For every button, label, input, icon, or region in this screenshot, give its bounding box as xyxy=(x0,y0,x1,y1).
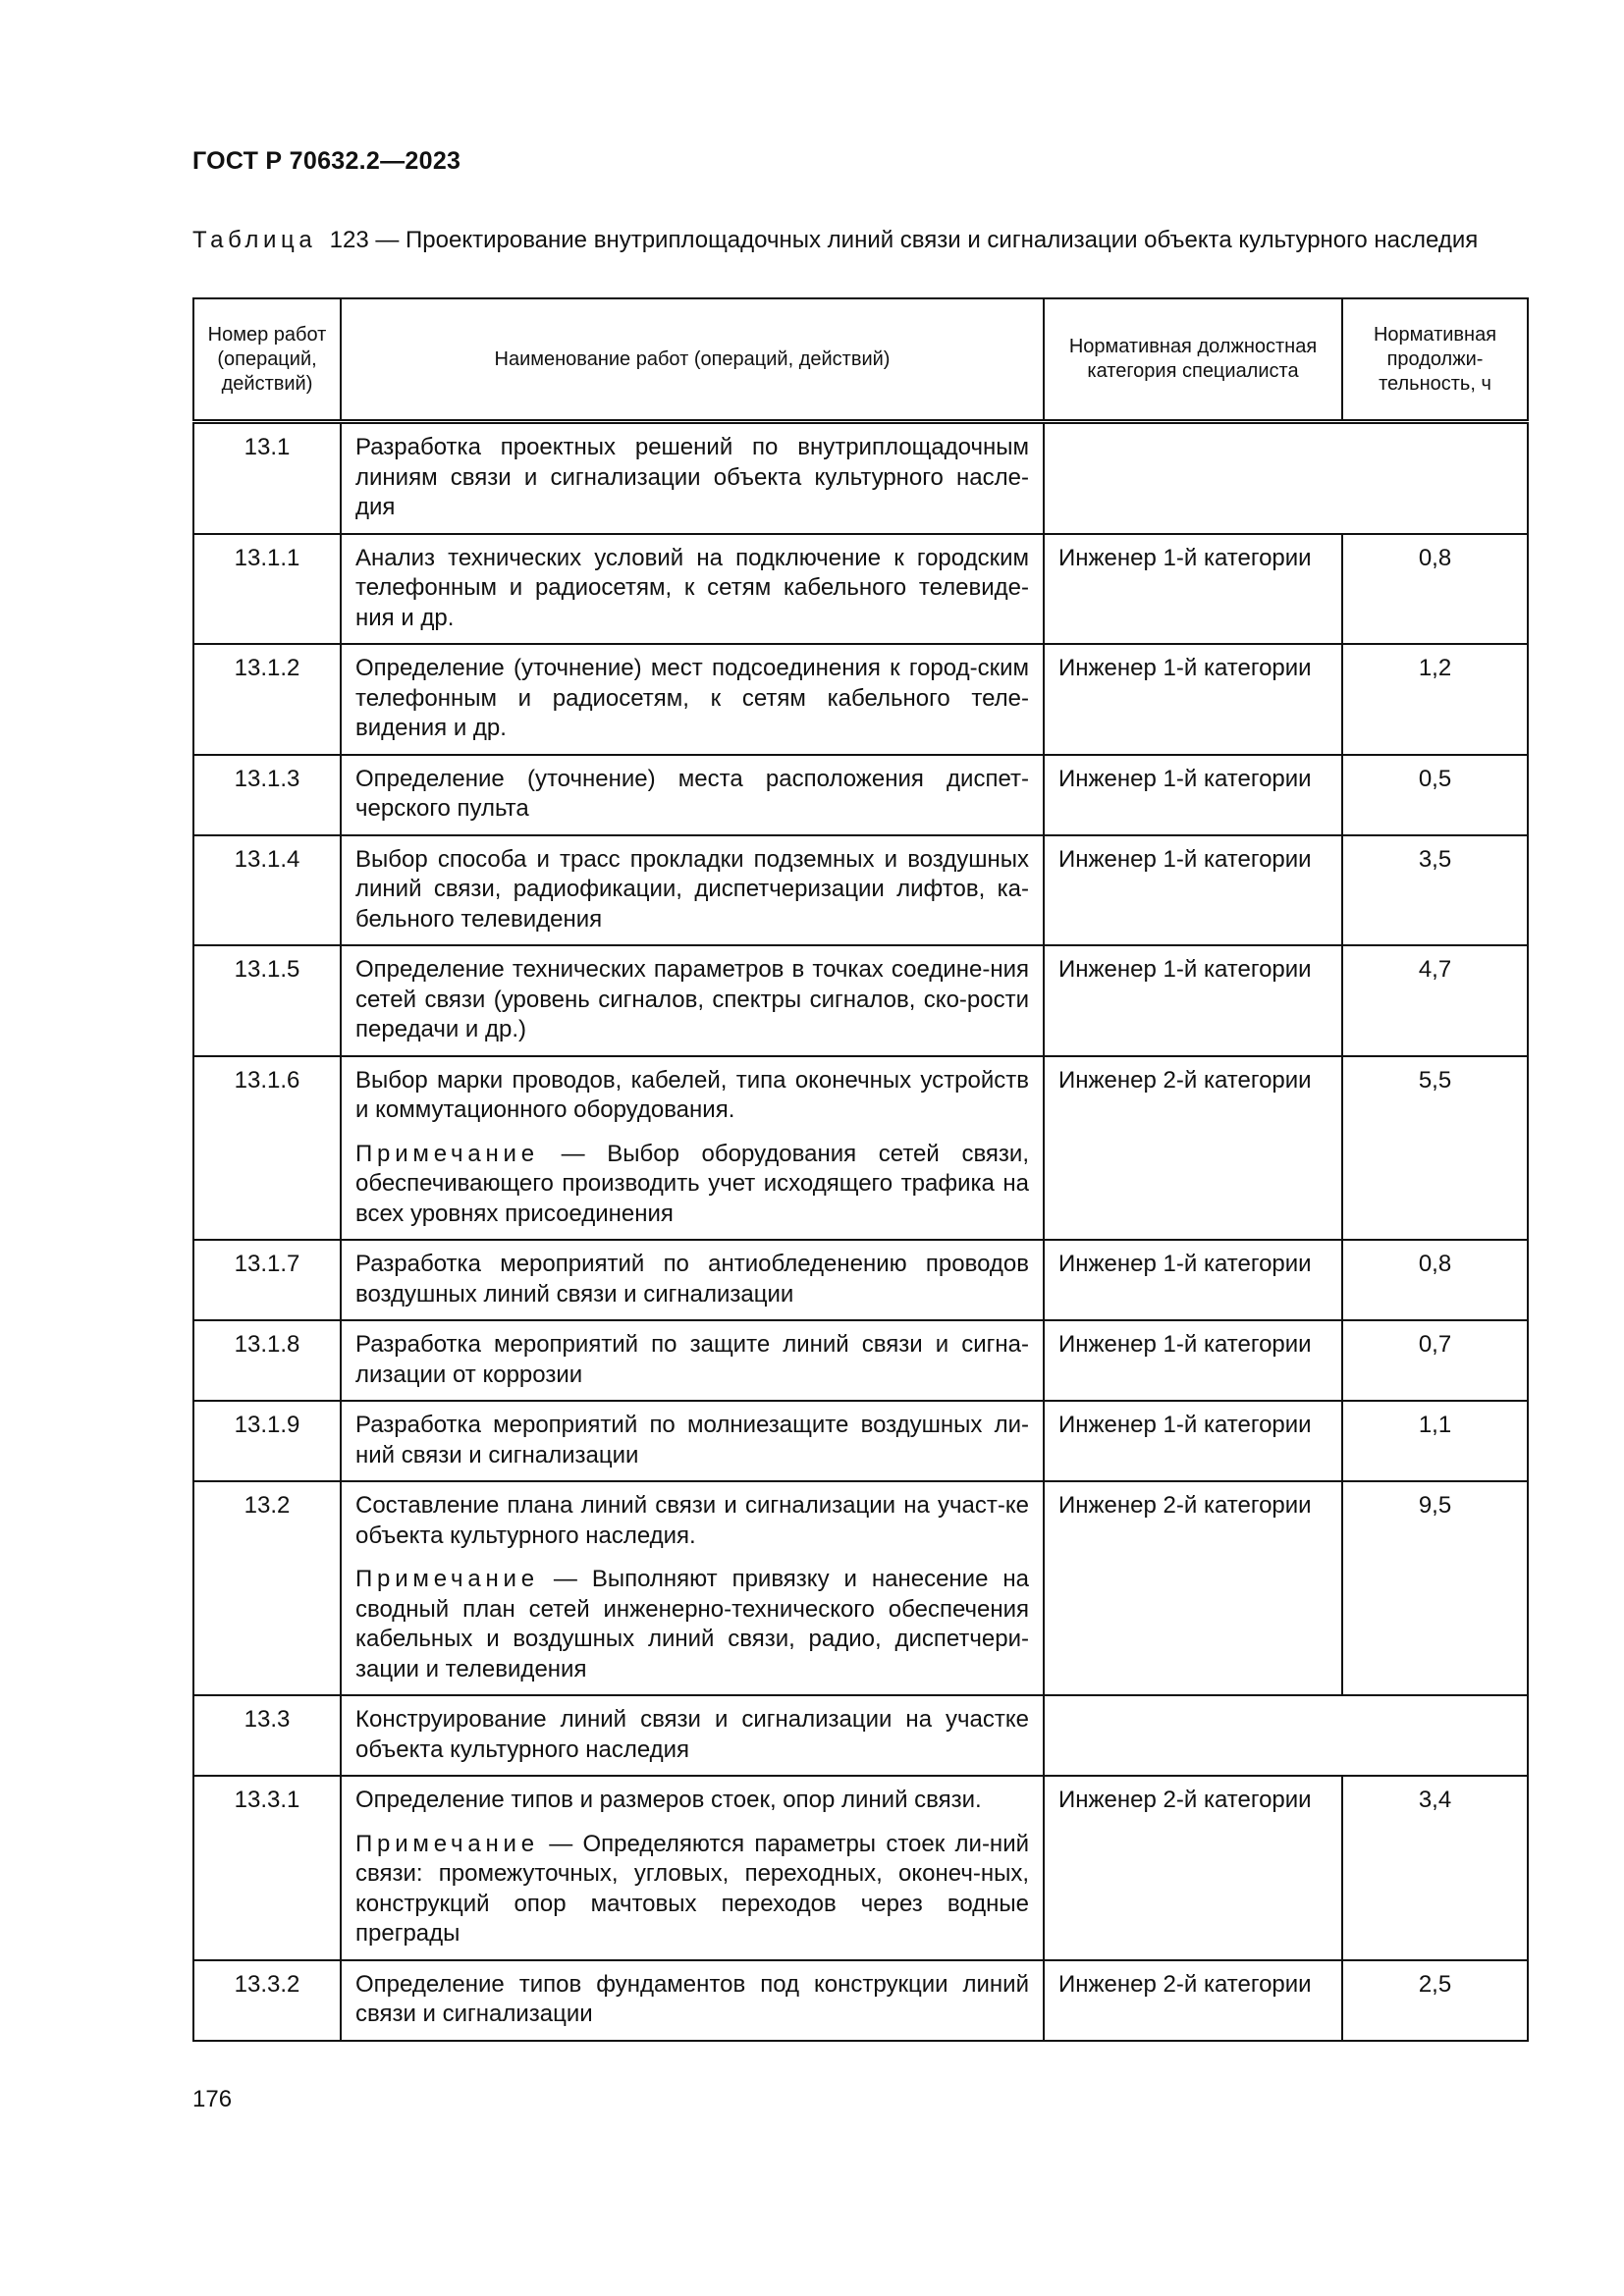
work-name-text: Разработка мероприятий по антиобледенению проводов воздушных линий связи и сигнализации xyxy=(355,1251,1029,1308)
document-header: ГОСТ Р 70632.2—2023 xyxy=(192,147,461,175)
note-label: Примечание xyxy=(355,1566,539,1592)
work-name-text: Конструирование линий связи и сигнализации на участке объекта культурного наследия xyxy=(355,1706,1029,1763)
specialist-category-cell: Инженер 1-й категории xyxy=(1044,835,1342,946)
table-row xyxy=(193,422,1528,534)
work-name-text: Разработка мероприятий по молниезащите воздушных ли-ний связи и сигнализации xyxy=(355,1412,1029,1468)
work-name-text: Разработка мероприятий по защите линий связи и сигна-лизации от коррозии xyxy=(355,1331,1029,1388)
table-row xyxy=(193,755,1528,835)
work-name-text: Определение типов и размеров стоек, опор линий связи. xyxy=(355,1787,982,1813)
work-name-cell xyxy=(341,1320,1044,1401)
duration-cell: 4,7 xyxy=(1342,945,1528,1056)
work-name-cell xyxy=(341,835,1044,946)
works-table xyxy=(192,297,1529,2042)
work-number-cell: 13.1.2 xyxy=(193,644,341,755)
work-number-cell: 13.1.9 xyxy=(193,1401,341,1481)
header-duration: Нормативная продолжи-тельность, ч xyxy=(1342,298,1528,422)
table-row xyxy=(193,945,1528,1056)
duration-cell: 9,5 xyxy=(1342,1481,1528,1695)
note-text: — Выбор оборудования сетей связи, обеспечивающего производить учет исходящего трафика на всех уровнях присоединения xyxy=(355,1140,1029,1227)
note-text: — Выполняют привязку и нанесение на сводный план сетей инженерно-технического обеспечения кабельных и воздушных линий связи, радио, диспетчери-зации и телевидения xyxy=(355,1566,1029,1682)
specialist-category-cell: Инженер 1-й категории xyxy=(1044,945,1342,1056)
work-number-cell: 13.2 xyxy=(193,1481,341,1695)
specialist-category-cell: Инженер 1-й категории xyxy=(1044,1320,1342,1401)
table-row xyxy=(193,534,1528,645)
work-number-cell: 13.1.4 xyxy=(193,835,341,946)
work-name-text: Выбор способа и трасс прокладки подземных и воздушных линий связи, радиофикации, диспетчеризации лифтов, ка-бельного телевидения xyxy=(355,845,1029,933)
work-name-cell xyxy=(341,1960,1044,2041)
work-name-cell xyxy=(341,1481,1044,1695)
work-number-cell: 13.1.1 xyxy=(193,534,341,645)
work-name-cell xyxy=(341,644,1044,755)
specialist-category-cell: Инженер 2-й категории xyxy=(1044,1960,1342,2041)
work-number-cell: 13.3.1 xyxy=(193,1776,341,1960)
table-row xyxy=(193,1776,1528,1960)
empty-cell xyxy=(1044,422,1528,534)
work-number-cell: 13.3 xyxy=(193,1695,341,1776)
table-row xyxy=(193,1960,1528,2041)
table-row xyxy=(193,1695,1528,1776)
duration-cell: 0,7 xyxy=(1342,1320,1528,1401)
specialist-category-cell: Инженер 2-й категории xyxy=(1044,1776,1342,1960)
empty-cell xyxy=(1044,1695,1528,1776)
duration-cell: 1,2 xyxy=(1342,644,1528,755)
header-specialist-category: Нормативная должностная категория специалиста xyxy=(1044,298,1342,422)
note-label: Примечание xyxy=(355,1140,539,1167)
work-name-cell xyxy=(341,1776,1044,1960)
work-name-text: Определение (уточнение) места расположения диспет-черского пульта xyxy=(355,765,1029,822)
work-name-text: Составление плана линий связи и сигнализации на участ-ке объекта культурного наследия. xyxy=(355,1492,1029,1549)
work-name-cell xyxy=(341,422,1044,534)
work-name-text: Определение типов фундаментов под конструкции линий связи и сигнализации xyxy=(355,1970,1029,2027)
work-name-text: Определение технических параметров в точках соедине-ния сетей связи (уровень сигналов, спектры сигналов, ско-рости передачи и др.) xyxy=(355,956,1029,1042)
table-row xyxy=(193,1240,1528,1320)
work-name-text: Разработка проектных решений по внутриплощадочным линиям связи и сигнализации объекта культурного насле-дия xyxy=(355,434,1029,520)
work-name-text: Анализ технических условий на подключение к городским телефонным и радиосетям, к сетям кабельного телевиде-ния и др. xyxy=(355,544,1029,631)
specialist-category-cell: Инженер 1-й категории xyxy=(1044,1401,1342,1481)
specialist-category-cell: Инженер 2-й категории xyxy=(1044,1481,1342,1695)
duration-cell: 3,4 xyxy=(1342,1776,1528,1960)
specialist-category-cell: Инженер 2-й категории xyxy=(1044,1056,1342,1241)
specialist-category-cell: Инженер 1-й категории xyxy=(1044,1240,1342,1320)
work-name-cell xyxy=(341,1056,1044,1241)
work-name-cell xyxy=(341,534,1044,645)
specialist-category-cell: Инженер 1-й категории xyxy=(1044,644,1342,755)
table-body xyxy=(193,422,1528,2041)
table-caption-text: 123 — Проектирование внутриплощадочных линий связи и сигнализации объекта культурного наследия xyxy=(329,227,1479,253)
page-number: 176 xyxy=(192,2086,233,2112)
duration-cell: 0,8 xyxy=(1342,534,1528,645)
header-work-name: Наименование работ (операций, действий) xyxy=(341,298,1044,422)
note-label: Примечание xyxy=(355,1830,539,1857)
duration-cell: 0,8 xyxy=(1342,1240,1528,1320)
duration-cell: 5,5 xyxy=(1342,1056,1528,1241)
work-note xyxy=(355,1830,1029,1949)
note-text: — Определяются параметры стоек ли-ний связи: промежуточных, угловых, переходных, оконеч-ных, конструкций опор мачтовых переходов через водные преграды xyxy=(355,1830,1029,1947)
work-name-cell xyxy=(341,1695,1044,1776)
work-name-cell xyxy=(341,1401,1044,1481)
table-row xyxy=(193,1320,1528,1401)
specialist-category-cell: Инженер 1-й категории xyxy=(1044,534,1342,645)
work-number-cell: 13.1.7 xyxy=(193,1240,341,1320)
work-name-text: Выбор марки проводов, кабелей, типа оконечных устройств и коммутационного оборудования. xyxy=(355,1066,1029,1123)
header-work-number: Номер работ (операций, действий) xyxy=(193,298,341,422)
work-number-cell: 13.3.2 xyxy=(193,1960,341,2041)
work-number-cell: 13.1.3 xyxy=(193,755,341,835)
duration-cell: 1,1 xyxy=(1342,1401,1528,1481)
work-number-cell: 13.1.5 xyxy=(193,945,341,1056)
specialist-category-cell: Инженер 1-й категории xyxy=(1044,755,1342,835)
work-note xyxy=(355,1565,1029,1684)
table-caption xyxy=(192,226,1528,255)
work-number-cell: 13.1.8 xyxy=(193,1320,341,1401)
table-row xyxy=(193,1056,1528,1241)
table-header-row xyxy=(193,298,1528,422)
work-number-cell: 13.1 xyxy=(193,422,341,534)
table-row xyxy=(193,1481,1528,1695)
table-row xyxy=(193,644,1528,755)
work-name-cell xyxy=(341,755,1044,835)
work-note xyxy=(355,1140,1029,1230)
work-number-cell: 13.1.6 xyxy=(193,1056,341,1241)
table-caption-prefix: Таблица xyxy=(192,227,317,253)
table-row xyxy=(193,1401,1528,1481)
duration-cell: 3,5 xyxy=(1342,835,1528,946)
table-row xyxy=(193,835,1528,946)
work-name-cell xyxy=(341,1240,1044,1320)
work-name-text: Определение (уточнение) мест подсоединения к город-ским телефонным и радиосетям, к сетям кабельного теле-видения и др. xyxy=(355,655,1029,741)
duration-cell: 2,5 xyxy=(1342,1960,1528,2041)
duration-cell: 0,5 xyxy=(1342,755,1528,835)
work-name-cell xyxy=(341,945,1044,1056)
